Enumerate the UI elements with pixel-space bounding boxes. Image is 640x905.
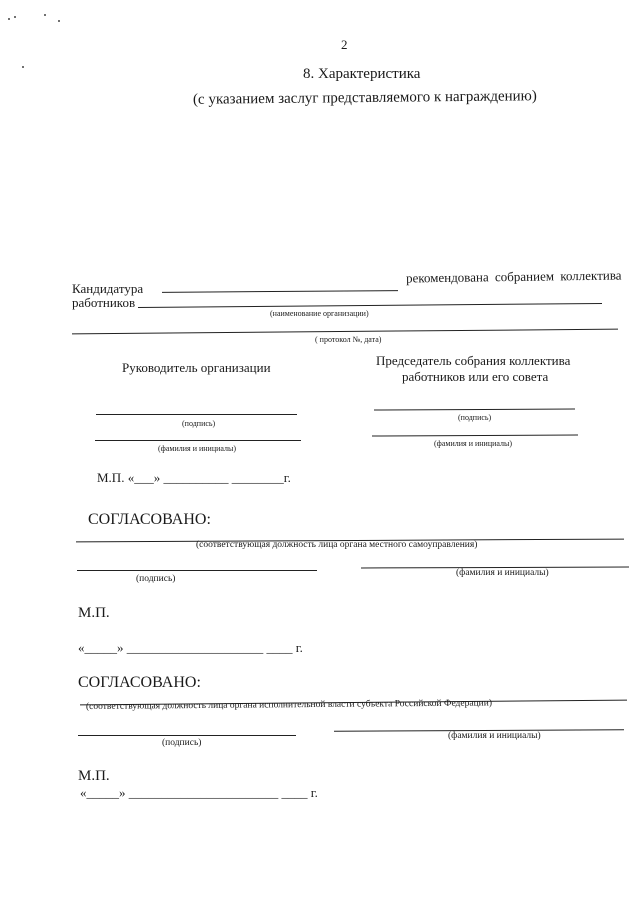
position-caption: (соответствующая должность лица органа местного самоуправления) (196, 540, 478, 550)
chairman-signature-caption: (подпись) (458, 413, 492, 422)
date-line: «_____» _____________________ ____ г. (78, 640, 303, 655)
signature-caption: (подпись) (162, 738, 202, 748)
scan-speck (44, 14, 46, 16)
candidacy-label: Кандидатура (72, 281, 144, 296)
stamp-label: М.П. (78, 605, 110, 621)
head-name-line (95, 440, 301, 441)
organization-line (138, 303, 602, 308)
name-caption: (фамилия и инициалы) (456, 568, 549, 578)
signature-caption: (подпись) (136, 574, 176, 584)
section-title: 8. Характеристика (303, 66, 421, 82)
signature-line (78, 735, 296, 736)
stamp-label: М.П. (78, 768, 110, 784)
head-of-organization-title: Руководитель организации (122, 360, 271, 375)
signature-line (77, 570, 317, 571)
scan-speck (22, 66, 24, 68)
scan-speck (58, 20, 60, 22)
chairman-name-line (372, 434, 578, 436)
workers-label: работников (72, 295, 136, 310)
protocol-caption: ( протокол №, дата) (315, 335, 382, 344)
recommended-text: рекомендована собранием коллектива (405, 267, 622, 286)
head-signature-line (96, 414, 297, 415)
protocol-line (72, 329, 618, 335)
name-caption: (фамилия и инициалы) (448, 731, 541, 741)
approval-heading: СОГЛАСОВАНО: (78, 674, 201, 691)
stamp-date-line: М.П. «___» __________ ________г. (97, 470, 291, 485)
position-caption: (соответствующая должность лица органа исполнительной власти субъекта Российской Федерации) (85, 698, 493, 712)
chairman-title-line1: Председатель собрания коллектива (376, 353, 571, 368)
scan-speck (8, 18, 10, 20)
date-line: «_____» _______________________ ____ г. (80, 785, 318, 800)
chairman-signature-line (374, 408, 575, 410)
head-name-caption: (фамилия и инициалы) (158, 444, 237, 453)
candidate-name-line (162, 290, 398, 293)
chairman-title-line2: работников или его совета (402, 369, 549, 384)
page-number: 2 (341, 37, 348, 52)
section-subtitle: (с указанием заслуг представляемого к награждению) (192, 88, 537, 108)
organization-caption: (наименование организации) (270, 309, 369, 318)
head-signature-caption: (подпись) (182, 419, 216, 428)
chairman-name-caption: (фамилия и инициалы) (434, 439, 513, 448)
approval-heading: СОГЛАСОВАНО: (88, 511, 211, 528)
scan-speck (14, 16, 16, 18)
